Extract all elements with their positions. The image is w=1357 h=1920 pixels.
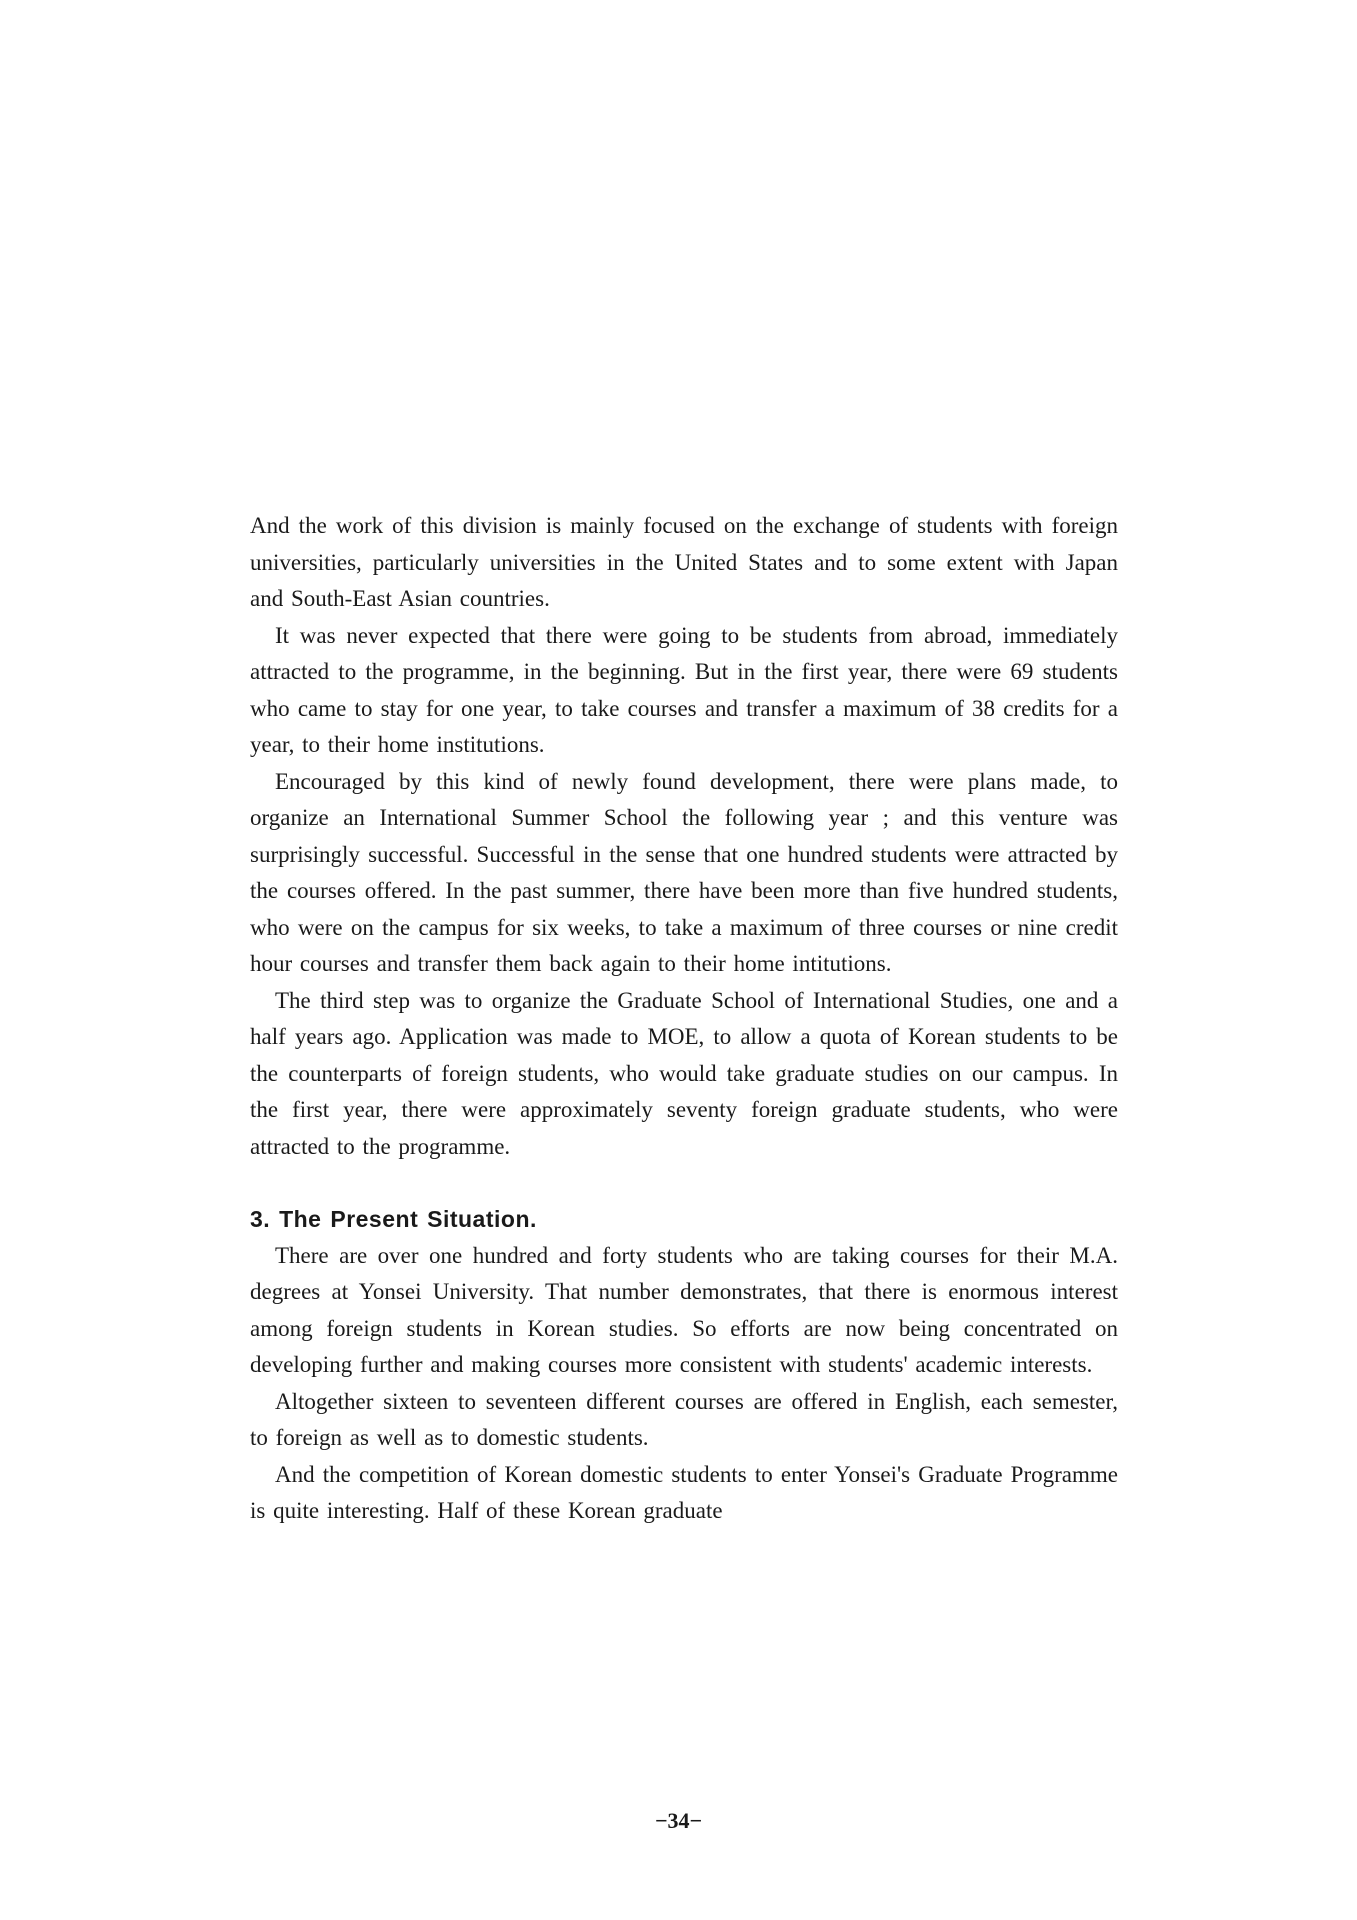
paragraph-courses-offered: Altogether sixteen to seventeen different courses are offered in English, each semester, to foreign as well as to domestic students. (250, 1388, 1118, 1450)
paragraph-division-work: And the work of this division is mainly focused on the exchange of students with foreign universities, particularly universities in the United States and to some extent with Japan and South-East Asian countries. (250, 513, 1118, 611)
page-number: −34− (654, 1808, 703, 1833)
paragraph-summer-school: Encouraged by this kind of newly found development, there were plans made, to organize an International Summer School the following year ; and this venture was surprisingly successful. Successful in the sense that one hundred students were attracted by the courses offered. In the past summer, there have been more than five hundred students, who were on the campus for six weeks, to take a maximum of three courses or nine credit hour courses and transfer them back again to their home intitutions. (250, 768, 1118, 976)
paragraph-ma-students: There are over one hundred and forty students who are taking courses for their M.A. degrees at Yonsei University. That number demonstrates, that there is enormous interest among foreign students in Korean studies. So efforts are now being concentrated on developing further and making courses more consistent with students' academic interests. (250, 1242, 1118, 1377)
section-heading-present-situation: 3. The Present Situation. (250, 1206, 537, 1232)
paragraph-domestic-competition: And the competition of Korean domestic students to enter Yonsei's Graduate Programme is quite interesting. Half of these Korean graduate (250, 1461, 1118, 1523)
paragraph-graduate-school: The third step was to organize the Graduate School of International Studies, one and a half years ago. Application was made to MOE, to allow a quota of Korean students to be the counterparts of foreign students, who would take graduate studies on our campus. In the first year, there were approximately seventy foreign graduate students, who were attracted to the programme. (250, 987, 1118, 1159)
body-text (250, 508, 1118, 1530)
paragraph-students-abroad: It was never expected that there were going to be students from abroad, immediately attracted to the programme, in the beginning. But in the first year, there were 69 students who came to stay for one year, to take courses and transfer a maximum of 38 credits for a year, to their home institutions. (250, 622, 1118, 757)
